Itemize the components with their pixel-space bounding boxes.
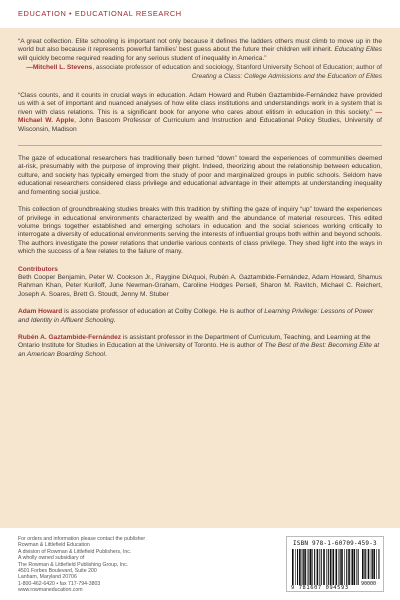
- endorsement-quote-2: [18, 92, 382, 134]
- endorsement-quote-1: [18, 38, 382, 81]
- barcode-bar: [312, 549, 313, 585]
- quote-attribution: [18, 64, 382, 81]
- publisher-line: Rowman & Littlefield Education: [18, 542, 90, 549]
- contributors-heading: Contributors: [18, 265, 58, 273]
- publisher-line: 1-800-462-6420 • fax 717-794-3803: [18, 580, 101, 587]
- bio-book-title: Learning Privilege: Lessons of Power and Identity in Affluent Schooling: [18, 308, 374, 324]
- bio-text: .: [105, 350, 107, 358]
- barcode-bar: [297, 549, 298, 585]
- barcode-bar: [333, 549, 334, 585]
- barcode-bar: [365, 549, 366, 579]
- quote-text: [18, 92, 382, 134]
- isbn-label: ISBN 978-1-60709-459-3: [293, 540, 377, 547]
- barcode-bar: [351, 549, 352, 585]
- barcode-bar: [330, 549, 332, 585]
- divider: [18, 145, 382, 146]
- barcode-bar: [336, 549, 338, 585]
- footer: [0, 528, 400, 600]
- barcode-bar: [358, 549, 359, 585]
- description-paragraph-2: This collection of groundbreaking studies breaks with this tradition by shifting the gaze of inquiry “up” toward the experiences of privilege in educational environments characterized by wealth and the abundance of material resources. This edited volume brings together established and emerging scholars in education and the social sciences working critically to interrogate a diversity of educational environments serving the interests of influential groups both within and beyond schools. The authors investigate the power relations that underlie various contexts of class privilege. They shed light into the ways in which the success of a few relates to the failure of many.: [18, 206, 382, 256]
- endorser-affiliation: , associate professor of education and sociology, Stanford University School of Education; author of: [92, 64, 382, 72]
- publisher-line: For orders and information please contact the publisher: [18, 536, 146, 542]
- publisher-website: www.rowmaneducation.com: [18, 587, 83, 594]
- barcode-bar: [378, 549, 379, 579]
- barcode-bar: [354, 549, 356, 585]
- barcode-bar: [304, 549, 306, 585]
- bio-book-title: The Best of the Best: Becoming Elite at an American Boarding School: [18, 342, 380, 358]
- editor-bio-1: [18, 308, 382, 325]
- top-band: [0, 0, 400, 28]
- barcode-bar: [302, 549, 303, 585]
- barcode-bar: [321, 549, 322, 585]
- endorser-name: —Michael W. Apple: [18, 108, 382, 125]
- endorser-affiliation: , John Bascom Professor of Curriculum and Instruction and Educational Policy Studies, University of Wisconsin, Madison: [18, 117, 382, 133]
- barcode-bar: [307, 549, 308, 585]
- barcode-bar: [373, 549, 375, 579]
- barcode-bar: [292, 549, 294, 585]
- bio-text: .: [113, 316, 116, 324]
- endorser-book-title: Creating a Class: College Admissions and the Education of Elites: [191, 72, 382, 80]
- barcode-bar: [356, 549, 357, 585]
- quote-text-part: “A great collection. Elite schooling is important not only because it defines the ladders others must climb to move up in the world but also because it represents powerful families’ best guess about the future their children will inherit.: [18, 38, 382, 54]
- barcode-bar: [352, 549, 353, 585]
- barcode-bar: [317, 549, 319, 585]
- publisher-line: A division of Rowman & Littlefield Publishers, Inc.: [18, 548, 132, 555]
- category-label: EDUCATION • EDUCATIONAL RESEARCH: [18, 9, 182, 18]
- barcode-bar: [326, 549, 327, 585]
- contributors-list: Beth Cooper Benjamin, Peter W. Cookson Jr., Raygine DiAquoi, Rubén A. Gaztambide-Fernández, Adam Howard, Shamus Rahman Khan, Peter Kuriloff, June Newman-Graham, Caroline Hodges Persell, Sharon M. Ravitch, Michael C. Reichert, Joseph A. Soares, Brett G. Stoudt, Jenny M. Stuber: [18, 273, 382, 298]
- barcode-bar: [295, 549, 296, 585]
- bio-text: is assistant professor in the Department of Curriculum, Teaching, and Learning at the Ontario Institute for Studies in Education at the University of Toronto. He is author of: [18, 333, 371, 350]
- barcode-bar: [346, 549, 347, 585]
- barcode-bar: [364, 549, 365, 579]
- editor-name: Rubén A. Gaztambide-Fernández: [18, 333, 122, 341]
- editor-name: Adam Howard: [18, 308, 63, 316]
- barcode-digits: 9 781607 094593: [291, 585, 349, 591]
- barcode-bar: [299, 549, 301, 585]
- endorser-name: —Mitchell L. Stevens: [26, 64, 93, 72]
- barcode-bar: [323, 549, 325, 585]
- publisher-info: [18, 536, 268, 594]
- description-paragraph-1: The gaze of educational researchers has traditionally been turned “down” toward the experiences of communities deemed at-risk, presumably with the purpose of improving their plight. Indeed, theorizing about the relationship between education, culture, and society has typically emerged from the study of poor and marginalized groups in public schools. Seldom have educational researchers considered class privilege and educational advantage in their attempts at understanding inequality and fomenting social justice.: [18, 155, 382, 196]
- barcode-icon: [291, 549, 359, 585]
- publisher-line: A wholly owned subsidiary of: [18, 555, 85, 562]
- barcode-bar: [340, 549, 341, 585]
- price-code: 90000: [361, 581, 377, 587]
- barcode-bar: [319, 549, 320, 585]
- bio-text: is associate professor of education at Colby College. He is author of: [62, 308, 265, 316]
- quote-text-part: “Class counts, and it counts in crucial ways in education. Adam Howard and Rubén Gaztambide-Fernández have provided us with a set of important and nuanced analyses of how elite class institutions and understandings work in a system that is riven with class relations. This is a significant book for anyone who cares about elitism in education in this society.”: [18, 92, 382, 116]
- barcode-bar: [328, 549, 329, 585]
- barcode-bar: [348, 549, 350, 585]
- quote-text-part: will quickly become required reading for any serious student of inequality in America.”: [18, 54, 267, 62]
- barcode-bar: [341, 549, 343, 585]
- barcode-bar: [303, 549, 304, 585]
- barcode-bar: [332, 549, 333, 585]
- publisher-line: The Rowman & Littlefield Publishing Group, Inc.: [18, 561, 129, 568]
- quote-text: [18, 38, 382, 63]
- editor-bio-2: [18, 334, 382, 359]
- book-title: Educating Elites: [334, 46, 382, 54]
- barcode-bar: [308, 549, 309, 585]
- publisher-line: 4501 Forbes Boulevard, Suite 200: [18, 568, 97, 575]
- barcode-bar: [371, 549, 372, 579]
- barcode-bar: [344, 549, 345, 585]
- barcode-bar: [314, 549, 315, 585]
- isbn-barcode-box: [286, 536, 384, 592]
- publisher-line: Lanham, Maryland 20706: [18, 574, 77, 581]
- barcode-bar: [310, 549, 312, 585]
- barcode-bar: [339, 549, 340, 585]
- barcode-bar: [368, 549, 370, 579]
- barcode-bar: [372, 549, 373, 579]
- cover-body: [0, 28, 400, 528]
- barcode-bar: [362, 549, 364, 579]
- price-barcode-icon: [361, 549, 381, 579]
- barcode-bar: [376, 549, 377, 579]
